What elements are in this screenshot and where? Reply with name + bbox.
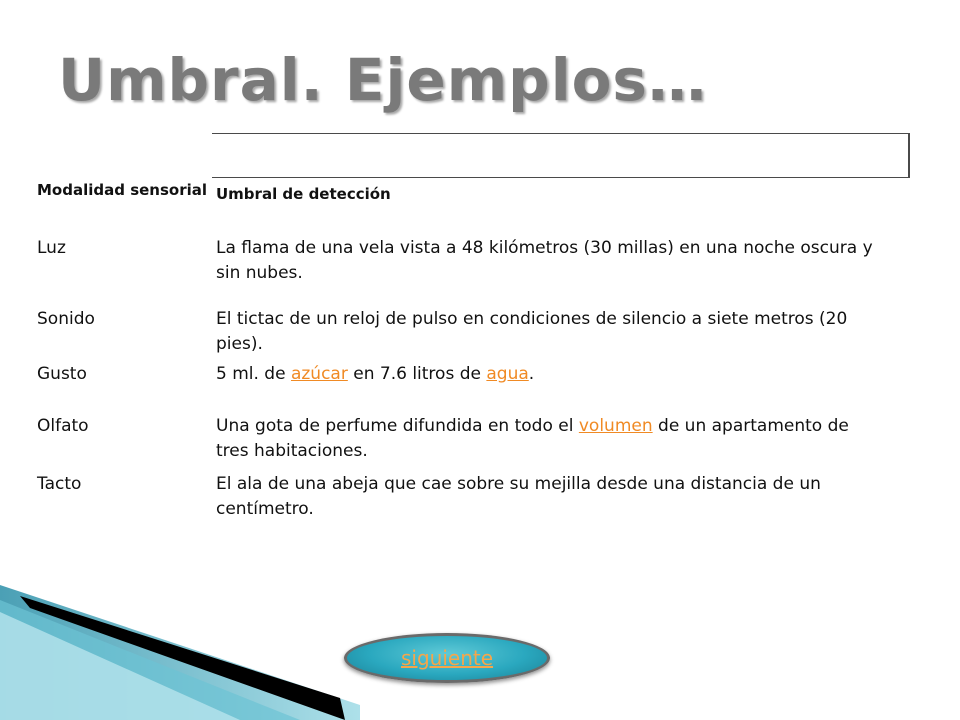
table-row-modality: Sonido xyxy=(37,309,95,329)
text-span: Una gota de perfume difundida en todo el xyxy=(216,416,579,436)
link-azucar[interactable]: azúcar xyxy=(290,364,348,384)
next-button-label: siguiente xyxy=(400,646,494,670)
link-agua[interactable]: agua xyxy=(486,364,529,384)
next-button[interactable] xyxy=(344,633,550,683)
table-row-threshold: La flama de una vela vista a 48 kilómetros (30 millas) en una noche oscura y sin nubes. xyxy=(216,238,873,283)
table-row-modality: Luz xyxy=(37,238,66,258)
header-threshold: Umbral de detección xyxy=(216,185,391,203)
slide-title: Umbral. Ejemplos… xyxy=(58,46,707,114)
header-modality: Modalidad sensorial xyxy=(37,181,208,199)
table-row-threshold xyxy=(216,362,886,387)
text-span: en 7.6 litros de xyxy=(347,364,487,384)
text-span: de un apartamento de tres habitaciones. xyxy=(216,416,849,461)
table-row-modality: Gusto xyxy=(37,364,87,384)
table-row-threshold xyxy=(216,414,886,464)
table-row-threshold: El ala de una abeja que cae sobre su mejilla desde una distancia de un centímetro. xyxy=(216,474,821,519)
text-span: 5 ml. de xyxy=(216,364,291,384)
text-span: . xyxy=(528,364,535,384)
link-volumen[interactable]: volumen xyxy=(578,416,653,436)
table-row-modality: Olfato xyxy=(37,416,89,436)
table-row-modality: Tacto xyxy=(37,474,82,494)
table-row-threshold: El tictac de un reloj de pulso en condiciones de silencio a siete metros (20 pies). xyxy=(216,309,848,354)
